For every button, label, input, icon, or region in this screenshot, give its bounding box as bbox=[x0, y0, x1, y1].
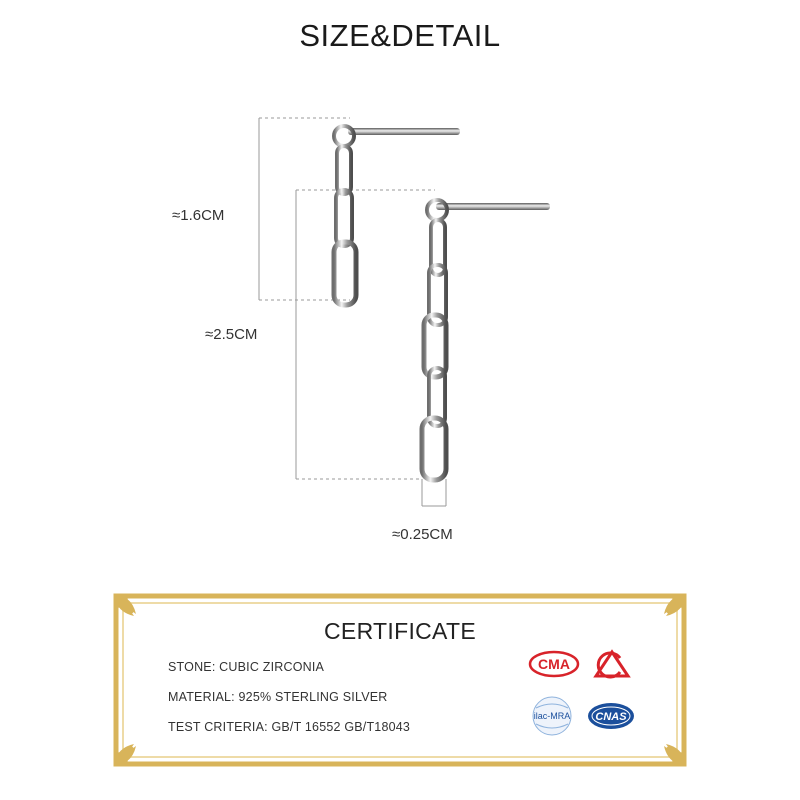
cma-logo-icon bbox=[528, 650, 580, 678]
short-length-label: ≈1.6CM bbox=[172, 207, 225, 224]
stone-line: STONE: CUBIC ZIRCONIA bbox=[168, 660, 325, 674]
cnas-logo-icon bbox=[586, 700, 636, 732]
right-earring bbox=[422, 200, 550, 480]
long-length-label: ≈2.5CM bbox=[205, 326, 258, 343]
cma-logo-text: CMA bbox=[538, 656, 570, 672]
chain-width-label: ≈0.25CM bbox=[392, 526, 453, 543]
test-criteria-line: TEST CRITERIA: GB/T 16552 GB/T18043 bbox=[168, 720, 411, 734]
cnas-logo-text: CNAS bbox=[595, 711, 627, 723]
ilac-mra-logo-icon bbox=[528, 694, 576, 738]
page-title: SIZE&DETAIL bbox=[299, 18, 501, 53]
cal-logo-icon bbox=[590, 648, 634, 680]
certificate-title: CERTIFICATE bbox=[324, 618, 476, 644]
left-earring bbox=[334, 126, 460, 305]
material-line: MATERIAL: 925% STERLING SILVER bbox=[168, 690, 388, 704]
ilac-mra-logo-text: ilac-MRA bbox=[533, 711, 571, 721]
certificate-frame bbox=[110, 590, 690, 770]
